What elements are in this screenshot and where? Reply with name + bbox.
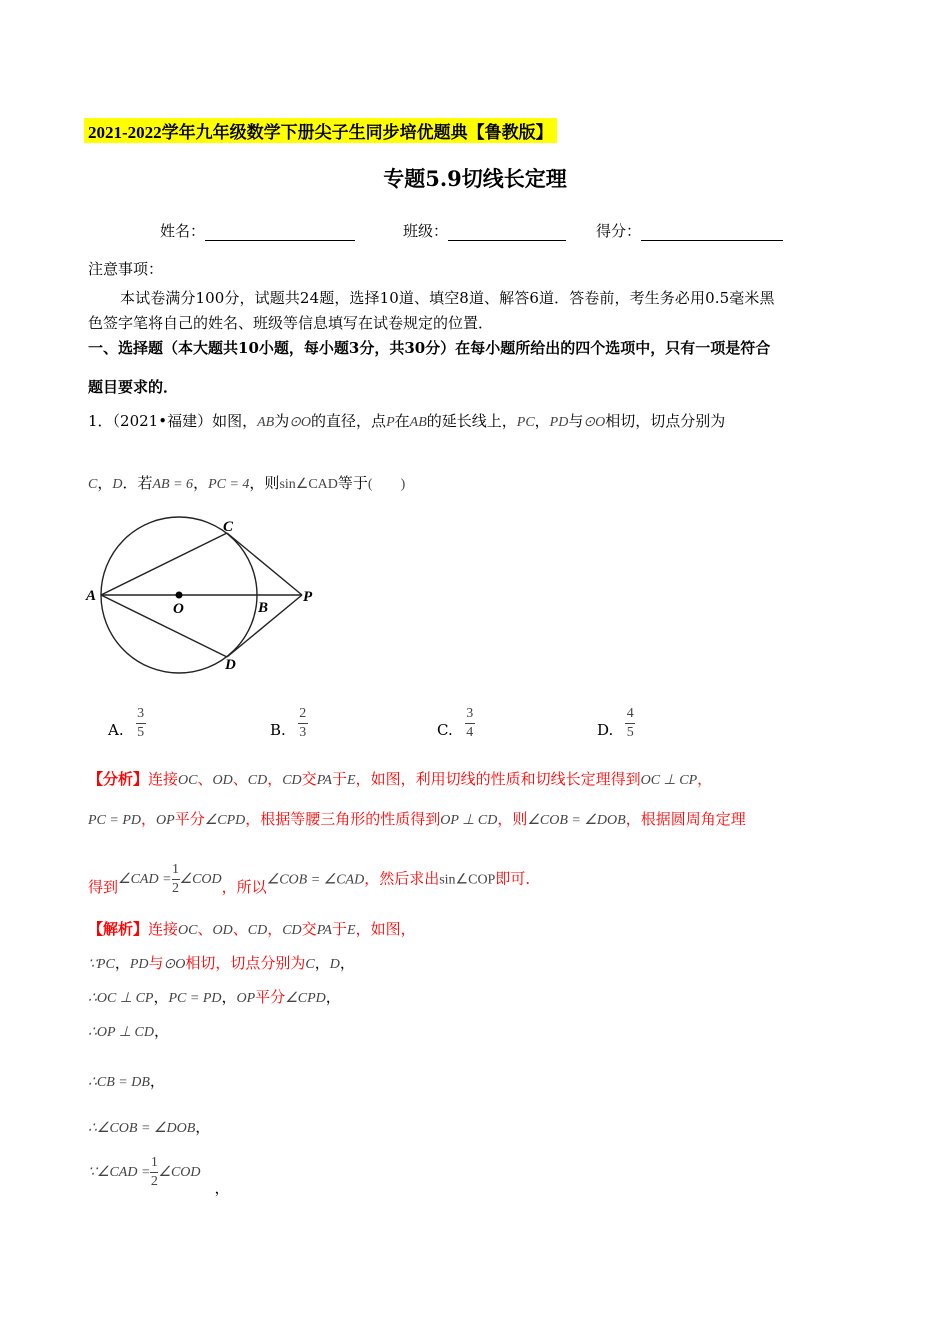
a1-e: E xyxy=(347,773,356,788)
q1-c: C xyxy=(88,477,98,492)
question-number: 1． xyxy=(88,412,113,430)
s1-comma: ， xyxy=(267,920,283,938)
option-d-label: D. xyxy=(597,721,614,739)
a1-cd: CD xyxy=(247,773,268,788)
s1-dun: 、 xyxy=(197,920,213,938)
s1-od: OD xyxy=(212,923,233,938)
option-a-den: 5 xyxy=(137,725,145,740)
score-field xyxy=(596,220,783,241)
question-1-line-1 xyxy=(88,410,725,431)
a1-dun: 、 xyxy=(197,770,213,788)
q1-l2-comma-2: ， xyxy=(193,474,209,492)
analysis-line-3 xyxy=(88,862,540,897)
s3-comma: ， xyxy=(153,988,169,1006)
option-d-num: 4 xyxy=(626,706,634,721)
a2-comma: ， xyxy=(141,810,157,828)
q1-diam: 的直径，点 xyxy=(311,412,387,430)
section-heading-1: 一、选择题（本大题共10小题，每小题3分，共30分）在每小题所给出的四个选项中，只有一项是符合 xyxy=(88,339,771,357)
s4-end: ， xyxy=(153,1022,169,1040)
class-field xyxy=(403,220,566,241)
label-a: A xyxy=(86,588,97,604)
q1-deng: 等于 xyxy=(337,474,368,492)
s3-op: OP xyxy=(236,991,256,1006)
center-point xyxy=(176,592,183,599)
label-p: P xyxy=(303,589,313,605)
option-c-fraction xyxy=(465,706,475,741)
s5-therefore: ∴ xyxy=(88,1075,97,1090)
a1-lianjie: 连接 xyxy=(148,770,179,788)
a3-num: 1 xyxy=(172,862,180,877)
s3-pingfen: 平分 xyxy=(255,988,286,1006)
s6-therefore: ∴ xyxy=(88,1121,97,1136)
name-field xyxy=(160,220,355,241)
q1-source: （2021•福建）如图， xyxy=(112,412,258,430)
option-b-label: B. xyxy=(270,721,286,739)
option-a-label: A. xyxy=(108,721,124,739)
label-o: O xyxy=(173,601,184,617)
q1-ruo: ．若 xyxy=(122,474,153,492)
q1-tangent: 相切，切点分别为 xyxy=(605,412,726,430)
score-label: 得分： xyxy=(596,222,642,240)
s7-lhs: ∠CAD = xyxy=(96,1165,151,1180)
s4-therefore: ∴ xyxy=(88,1025,97,1040)
a2-text: ，根据等腰三角形的性质得到 xyxy=(245,810,441,828)
option-c-label: C. xyxy=(437,721,453,739)
q1-ext: 的延长线上， xyxy=(426,412,517,430)
a1-jiao: 交 xyxy=(301,770,317,788)
s2-d: D xyxy=(329,957,340,972)
a3-tail: 即可． xyxy=(495,869,541,888)
a3-fraction xyxy=(172,862,180,897)
s1-jiao: 交 xyxy=(301,920,317,938)
a2-op: OP xyxy=(156,813,175,828)
notice-body-2: 色签字笔将自己的姓名、班级等信息填写在试卷规定的位置． xyxy=(88,314,494,332)
a1-oc-perp: OC ⊥ CP xyxy=(640,773,698,788)
s4-perp: OP ⊥ CD xyxy=(96,1025,154,1040)
analysis-tag: 【分析】 xyxy=(88,770,149,788)
q1-pd: PD xyxy=(549,415,569,430)
s2-comma-2: ， xyxy=(314,954,330,972)
s3-perp: OC ⊥ CP xyxy=(96,991,154,1006)
s1-lianjie: 连接 xyxy=(148,920,179,938)
a1-oc: OC xyxy=(178,773,198,788)
s1-cd: CD xyxy=(247,923,268,938)
line-cp xyxy=(227,533,302,595)
s2-circle-o: ⊙O xyxy=(163,957,186,972)
label-d: D xyxy=(225,657,236,673)
q1-ab6: AB = 6 xyxy=(152,477,194,492)
label-b: B xyxy=(258,600,269,616)
s5-eq: CB = DB xyxy=(96,1075,150,1090)
line-ac xyxy=(101,533,227,595)
s3-comma-2: ， xyxy=(221,988,237,1006)
option-d[interactable] xyxy=(597,706,635,741)
q1-ze: ，则 xyxy=(249,474,280,492)
a2-tail: ，根据圆周角定理 xyxy=(625,810,746,828)
q1-paren: ( ) xyxy=(367,477,406,492)
s7-den: 2 xyxy=(150,1174,158,1189)
a1-end: ， xyxy=(697,770,713,788)
q1-pc: PC xyxy=(516,415,535,430)
s7-num: 1 xyxy=(150,1155,158,1170)
q1-pc4: PC = 4 xyxy=(208,477,250,492)
s1-yu: 于 xyxy=(332,920,348,938)
a3-eq: ∠COB = ∠CAD xyxy=(266,872,365,888)
analysis-line-2 xyxy=(88,808,746,829)
a3-lhs: ∠CAD = xyxy=(118,872,172,887)
s3-angle: ∠CPD xyxy=(285,991,326,1006)
s1-pa: PA xyxy=(316,923,332,938)
solution-tag: 【解析】 xyxy=(88,920,149,938)
section-heading-2: 题目要求的． xyxy=(88,378,179,396)
solution-line-5 xyxy=(88,1070,165,1091)
a1-pa: PA xyxy=(316,773,332,788)
s2-end: ， xyxy=(339,954,355,972)
q1-circle-o: ⊙O xyxy=(289,415,312,430)
option-a-num: 3 xyxy=(137,706,145,721)
option-c-num: 3 xyxy=(466,706,474,721)
a2-angle: ∠CPD xyxy=(204,813,246,828)
q1-p: P xyxy=(386,415,395,430)
option-b-fraction xyxy=(298,706,308,741)
a1-dun-2: 、 xyxy=(232,770,248,788)
solution-line-4 xyxy=(88,1020,169,1041)
class-label: 班级： xyxy=(403,222,449,240)
option-b-den: 3 xyxy=(299,725,307,740)
label-c: C xyxy=(223,519,234,535)
option-b[interactable] xyxy=(270,706,308,741)
q1-ab-2: AB xyxy=(409,415,427,430)
s6-eq: ∠COB = ∠DOB xyxy=(96,1121,196,1136)
s1-oc: OC xyxy=(178,923,198,938)
solution-line-7 xyxy=(88,1155,230,1197)
option-c-den: 4 xyxy=(466,725,474,740)
option-a[interactable] xyxy=(108,706,146,741)
s2-because: ∵ xyxy=(88,957,97,972)
s1-cd-2: CD xyxy=(282,923,302,938)
solution-line-2 xyxy=(88,952,355,973)
q1-comma: ， xyxy=(534,412,550,430)
a2-pc-pd: PC = PD xyxy=(88,813,141,828)
solution-line-3 xyxy=(88,986,341,1007)
s3-end: ， xyxy=(325,988,341,1006)
solution-line-1 xyxy=(88,918,416,939)
s3-eq: PC = PD xyxy=(168,991,222,1006)
a1-od: OD xyxy=(212,773,233,788)
a2-ze: ，则 xyxy=(497,810,528,828)
s7-end: ， xyxy=(214,1179,230,1197)
s7-rhs: ∠COD xyxy=(158,1165,201,1180)
s2-pc: PC xyxy=(96,957,115,972)
a1-text: ，如图，利用切线的性质和切线长定理得到 xyxy=(355,770,641,788)
s7-because: ∵ xyxy=(88,1165,97,1180)
a3-suoyi: ，所以 xyxy=(221,878,267,896)
page-title: 专题5.9切线长定理 xyxy=(383,166,567,191)
option-c[interactable] xyxy=(437,706,475,741)
s2-comma: ， xyxy=(114,954,130,972)
s2-yu: 与 xyxy=(148,954,164,972)
q1-circle-o-2: ⊙O xyxy=(583,415,606,430)
a1-cd-2: CD xyxy=(282,773,302,788)
a2-op-perp: OP ⊥ CD xyxy=(440,813,498,828)
q1-l2-comma: ， xyxy=(97,474,113,492)
geometry-figure xyxy=(80,510,320,680)
class-blank xyxy=(448,240,566,241)
name-blank xyxy=(205,240,355,241)
q1-d: D xyxy=(112,477,123,492)
a2-pingfen: 平分 xyxy=(174,810,205,828)
option-d-fraction xyxy=(625,706,635,741)
s2-pd: PD xyxy=(129,957,149,972)
a1-comma: ， xyxy=(267,770,283,788)
option-b-num: 2 xyxy=(299,706,307,721)
a2-eq: ∠COB = ∠DOB xyxy=(527,813,626,828)
a3-dedao: 得到 xyxy=(88,878,119,896)
a3-ranhou: ，然后求出 xyxy=(364,869,440,888)
a3-rhs: ∠COD xyxy=(179,872,222,887)
a3-sin: sin∠COP xyxy=(439,872,496,888)
q1-sin: sin∠CAD xyxy=(279,477,338,492)
s1-tail: ，如图， xyxy=(355,920,416,938)
s3-therefore: ∴ xyxy=(88,991,97,1006)
q1-wei: 为 xyxy=(274,412,290,430)
banner: 2021-2022学年九年级数学下册尖子生同步培优题典【鲁教版】 xyxy=(84,118,557,143)
q1-yu: 与 xyxy=(568,412,584,430)
solution-line-6 xyxy=(88,1116,210,1137)
q1-zai: 在 xyxy=(394,412,410,430)
question-1-line-2 xyxy=(88,472,405,493)
a3-den: 2 xyxy=(172,881,180,896)
notice-body-1: 本试卷满分100分，试题共24题，选择10道、填空8道、解答6道．答卷前，考生务必用0.5毫米黑 xyxy=(120,289,775,307)
s2-c: C xyxy=(305,957,315,972)
notice-heading: 注意事项： xyxy=(88,260,164,278)
option-a-fraction xyxy=(136,706,146,741)
name-label: 姓名： xyxy=(160,222,206,240)
score-blank xyxy=(641,240,783,241)
s5-end: ， xyxy=(149,1072,165,1090)
s1-e: E xyxy=(347,923,356,938)
s1-dun-2: 、 xyxy=(232,920,248,938)
s6-end: ， xyxy=(195,1118,211,1136)
line-ad xyxy=(101,595,227,657)
analysis-line-1 xyxy=(88,768,712,789)
q1-ab: AB xyxy=(257,415,275,430)
s2-text: 相切，切点分别为 xyxy=(185,954,306,972)
a1-yu: 于 xyxy=(332,770,348,788)
option-d-den: 5 xyxy=(626,725,634,740)
